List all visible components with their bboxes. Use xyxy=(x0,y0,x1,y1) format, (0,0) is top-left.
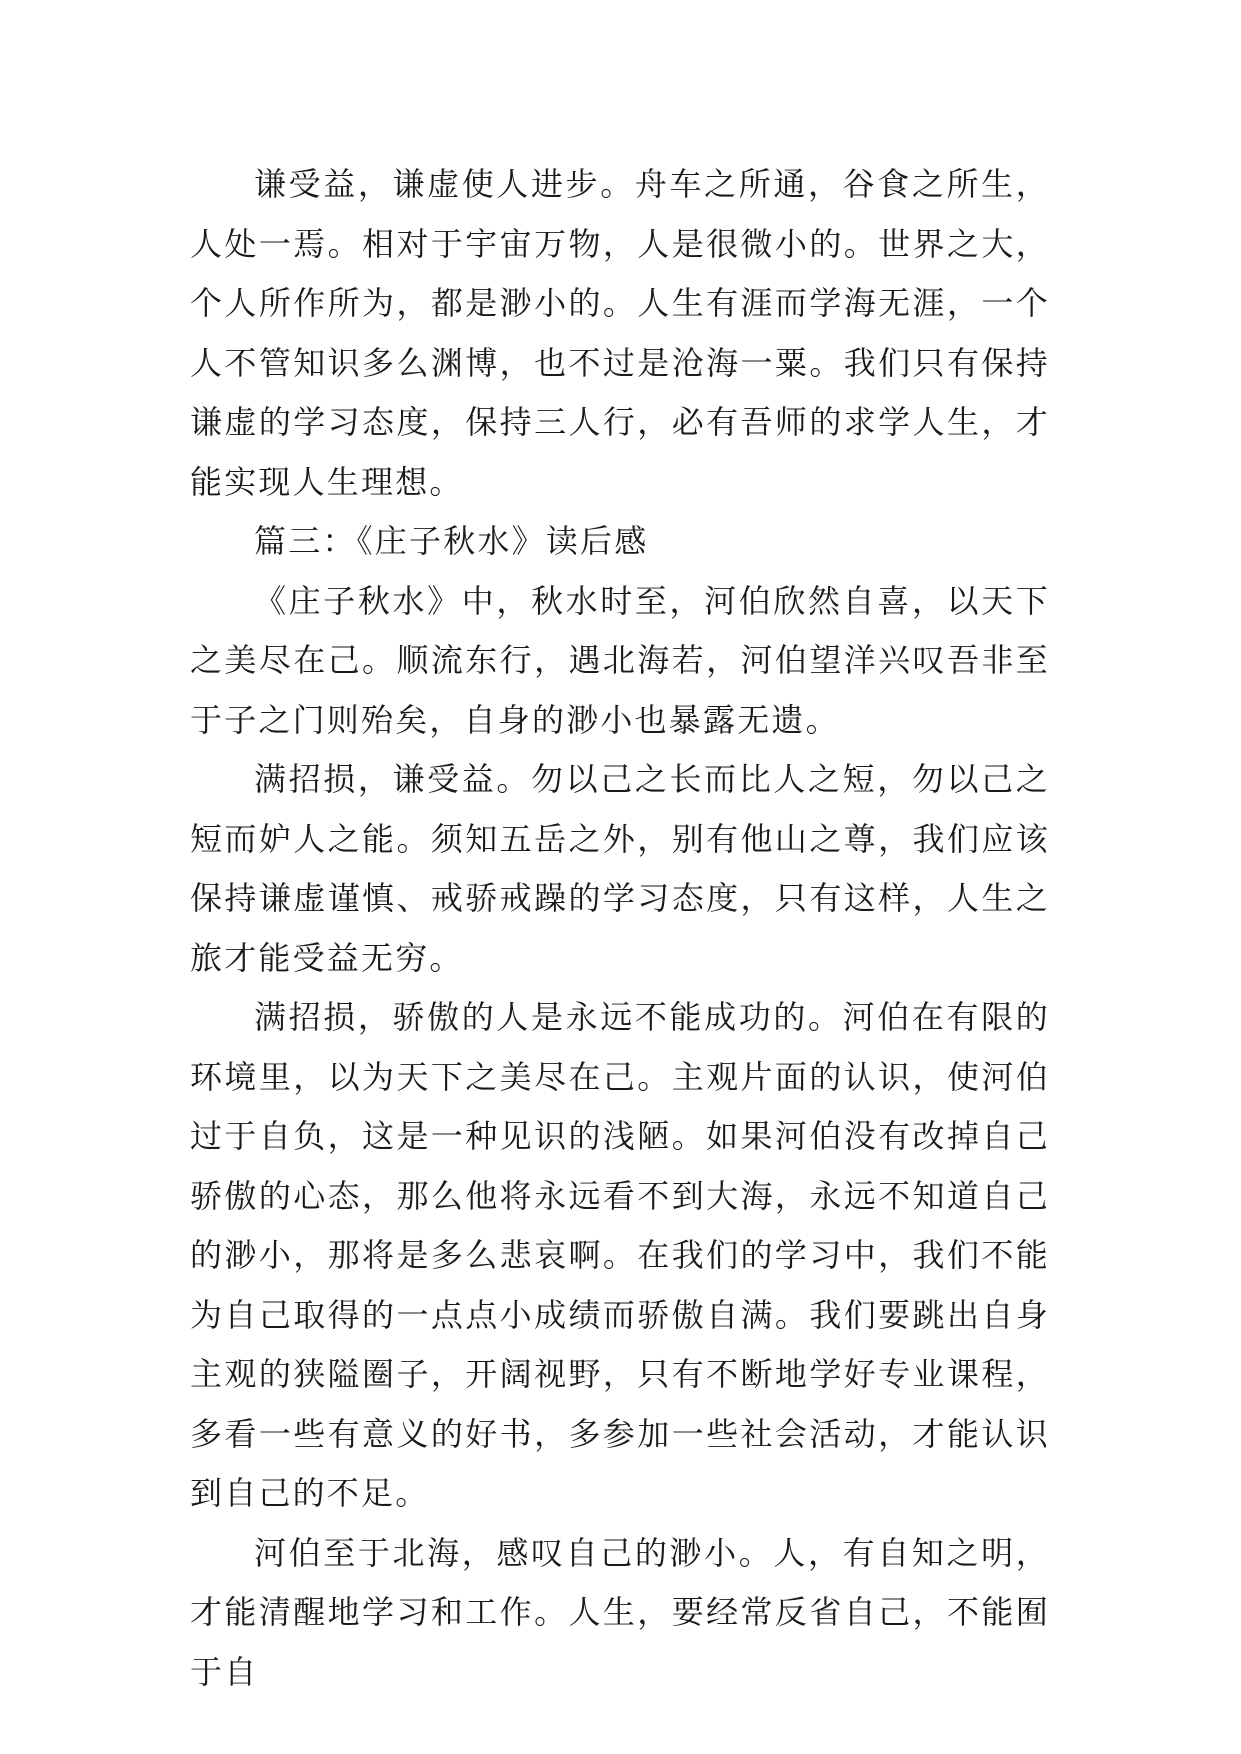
paragraph-humility-benefits: 谦受益，谦虚使人进步。舟车之所通，谷食之所生，人处一焉。相对于宇宙万物，人是很微小的。世界之大，个人所作所为，都是渺小的。人生有涯而学海无涯，一个人不管知识多么渊博，也不过是沧海一粟。我们只有保持谦虚的学习态度，保持三人行，必有吾师的求学人生，才能实现人生理想。 xyxy=(190,165,1050,501)
document-body xyxy=(190,155,1050,1702)
paragraph-autumn-floods-intro: 《庄子秋水》中，秋水时至，河伯欣然自喜，以天下之美尽在己。顺流东行，遇北海若，河伯望洋兴叹吾非至于子之门则殆矣，自身的渺小也暴露无遗。 xyxy=(190,581,1050,739)
paragraph-self-knowledge: 河伯至于北海，感叹自己的渺小。人，有自知之明，才能清醒地学习和工作。人生，要经常反省自己，不能囿于自 xyxy=(190,1533,1050,1691)
section-heading-part-three: 篇三：《庄子秋水》读后感 xyxy=(254,522,649,560)
paragraph-pride-loses: 满招损，谦受益。勿以己之长而比人之短，勿以己之短而妒人之能。须知五岳之外，别有他山之尊，我们应该保持谦虚谨慎、戒骄戒躁的学习态度，只有这样，人生之旅才能受益无穷。 xyxy=(190,760,1050,977)
paragraph-arrogance-fails: 满招损，骄傲的人是永远不能成功的。河伯在有限的环境里，以为天下之美尽在己。主观片面的认识，使河伯过于自负，这是一种见识的浅陋。如果河伯没有改掉自己骄傲的心态，那么他将永远看不到大海，永远不知道自己的渺小，那将是多么悲哀啊。在我们的学习中，我们不能为自己取得的一点点小成绩而骄傲自满。我们要跳出自身主观的狭隘圈子，开阔视野，只有不断地学好专业课程，多看一些有意义的好书，多参加一些社会活动，才能认识到自己的不足。 xyxy=(190,998,1050,1512)
